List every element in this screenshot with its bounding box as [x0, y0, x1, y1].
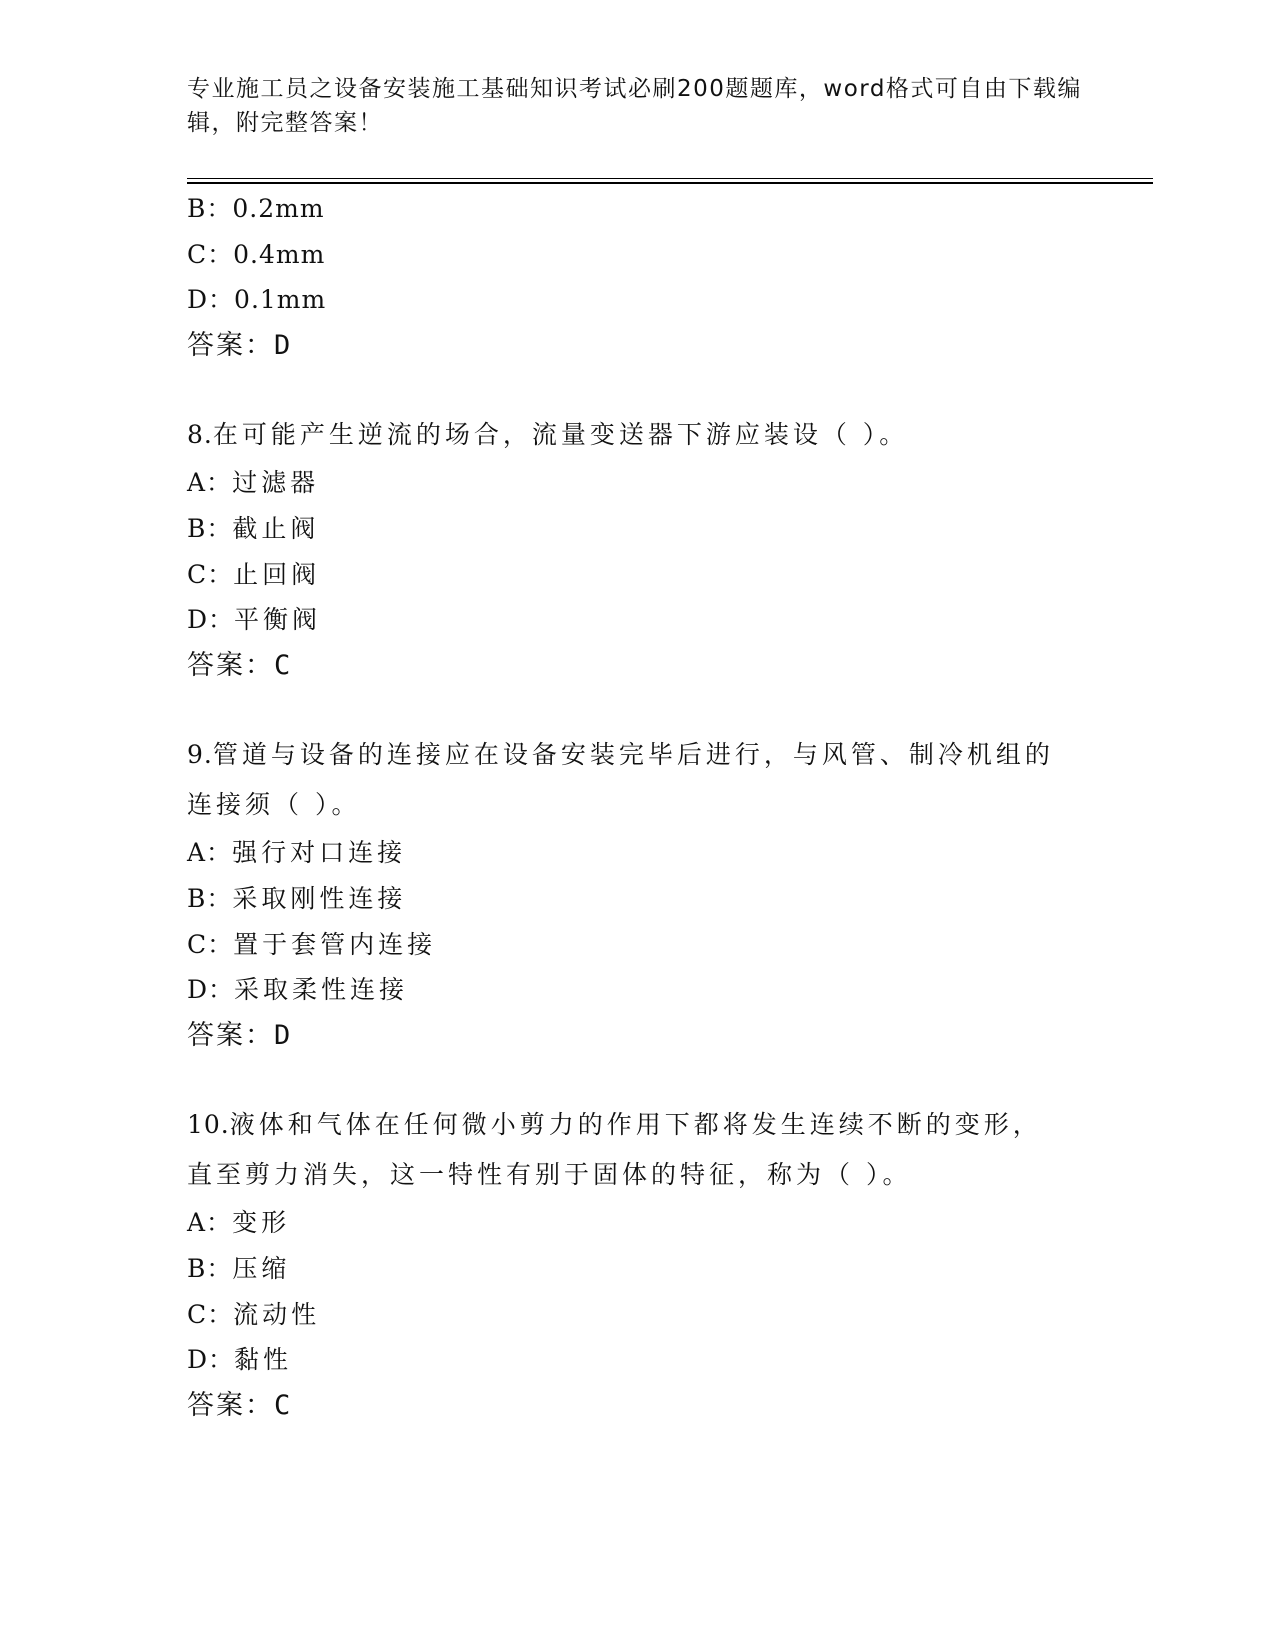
option-label: D：	[187, 285, 235, 315]
answer-label: 答案：	[187, 329, 274, 361]
header-rule-thin	[187, 178, 1153, 179]
option-b	[187, 1246, 1087, 1292]
option-b	[187, 876, 1087, 922]
option-text: 0.4mm	[233, 239, 326, 269]
option-text: 0.1mm	[234, 285, 327, 315]
question-9	[187, 730, 1087, 1058]
question-text: 液体和气体在任何微小剪力的作用下都将发生连续不断的变形，直至剪力消失，这一特性有别于固体的特征，称为（ ）。	[187, 1110, 1042, 1190]
answer-line	[187, 643, 1087, 689]
header-title: 专业施工员之设备安装施工基础知识考试必刷200题题库，word格式可自由下载编辑，附完整答案！	[187, 76, 1082, 136]
option-text: 黏性	[234, 1345, 293, 1375]
question-10	[187, 1100, 1087, 1428]
answer-label: 答案：	[187, 1019, 274, 1051]
question-8	[187, 410, 1087, 688]
option-text: 截止阀	[232, 513, 320, 543]
option-label: A：	[187, 838, 233, 868]
option-a	[187, 830, 1087, 876]
option-text: 采取柔性连接	[234, 975, 409, 1005]
option-c	[187, 232, 1087, 278]
question-text: 在可能产生逆流的场合，流量变送器下游应装设（ ）。	[212, 420, 909, 450]
option-label: B：	[187, 194, 233, 223]
option-text: 置于套管内连接	[233, 929, 437, 959]
question-number: 10.	[187, 1110, 230, 1140]
option-c	[187, 922, 1087, 968]
option-d	[187, 597, 1087, 643]
answer-label: 答案：	[187, 649, 274, 681]
option-label: B：	[187, 1253, 233, 1283]
option-c	[187, 1292, 1087, 1338]
option-label: D：	[187, 605, 235, 635]
option-d	[187, 1337, 1087, 1383]
answer-line	[187, 1013, 1087, 1059]
question-title	[187, 730, 1067, 830]
option-label: D：	[187, 1345, 235, 1375]
answer-value: C	[274, 1389, 293, 1421]
document-header	[187, 72, 1087, 140]
option-text: 强行对口连接	[232, 838, 407, 868]
option-b	[187, 506, 1087, 552]
option-a	[187, 460, 1087, 506]
option-text: 止回阀	[233, 559, 321, 589]
answer-label: 答案：	[187, 1389, 274, 1421]
option-text: 压缩	[232, 1253, 291, 1283]
option-text: 0.2mm	[232, 194, 325, 223]
option-d	[187, 277, 1087, 323]
answer-value: D	[274, 1019, 293, 1051]
option-label: C：	[187, 239, 234, 269]
question-title	[187, 410, 1067, 460]
option-c	[187, 552, 1087, 598]
answer-value: C	[274, 649, 293, 681]
option-text: 平衡阀	[234, 605, 322, 635]
question-number: 9.	[187, 740, 213, 770]
option-b	[187, 186, 1087, 232]
header-rule-thick	[187, 182, 1153, 184]
option-label: B：	[187, 513, 233, 543]
question-list	[187, 186, 1087, 1428]
option-label: A：	[187, 468, 233, 498]
option-label: A：	[187, 1208, 233, 1238]
option-label: D：	[187, 975, 235, 1005]
question-fragment	[187, 186, 1087, 368]
option-text: 过滤器	[232, 468, 320, 498]
option-text: 采取刚性连接	[232, 883, 407, 913]
answer-line	[187, 1383, 1087, 1429]
question-number: 8.	[187, 420, 213, 450]
option-label: C：	[187, 1299, 234, 1329]
option-label: C：	[187, 929, 234, 959]
question-text: 管道与设备的连接应在设备安装完毕后进行，与风管、制冷机组的连接须（ ）。	[187, 740, 1054, 820]
option-text: 变形	[232, 1208, 291, 1238]
answer-line	[187, 323, 1087, 369]
option-label: B：	[187, 883, 233, 913]
option-label: C：	[187, 559, 234, 589]
answer-value: D	[274, 329, 293, 361]
option-a	[187, 1200, 1087, 1246]
option-text: 流动性	[233, 1299, 321, 1329]
option-d	[187, 967, 1087, 1013]
question-title	[187, 1100, 1067, 1200]
